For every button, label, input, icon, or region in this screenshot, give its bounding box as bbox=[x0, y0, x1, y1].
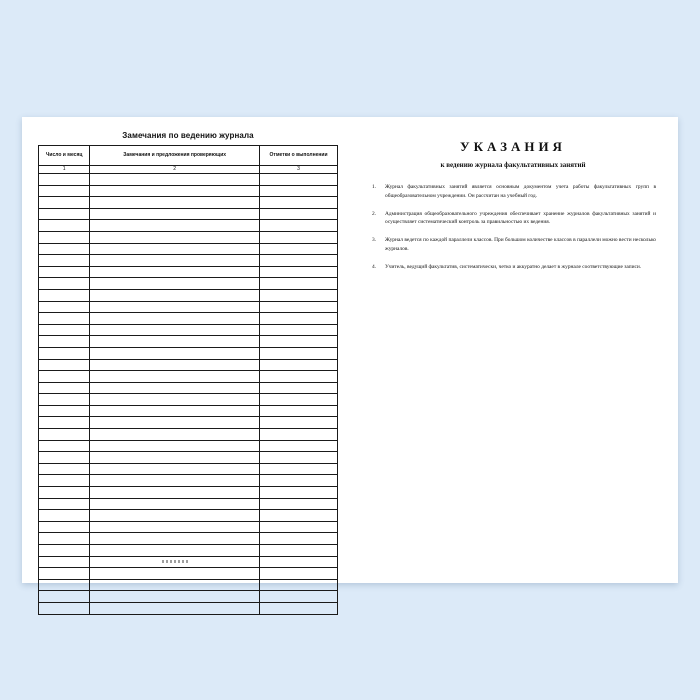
table-cell-completion bbox=[260, 174, 338, 186]
table-row bbox=[39, 475, 338, 487]
table-cell-completion bbox=[260, 208, 338, 220]
table-cell-completion bbox=[260, 463, 338, 475]
table-cell-date bbox=[39, 498, 90, 510]
table-row bbox=[39, 440, 338, 452]
table-row bbox=[39, 255, 338, 267]
table-cell-completion bbox=[260, 382, 338, 394]
instruction-item bbox=[370, 263, 656, 272]
table-row bbox=[39, 371, 338, 383]
table-cell-date bbox=[39, 568, 90, 580]
instruction-text: Администрация общеобразовательного учреждения обеспечивает хранение журналов факультативных занятий и осуществляет систематический контроль за правильностью их ведения. bbox=[385, 210, 656, 226]
table-cell-completion bbox=[260, 405, 338, 417]
column-number-2: 2 bbox=[90, 166, 260, 174]
table-cell-remarks bbox=[90, 533, 260, 545]
table-cell-date bbox=[39, 533, 90, 545]
table-cell-remarks bbox=[90, 405, 260, 417]
table-cell-completion bbox=[260, 417, 338, 429]
instruction-text: Журнал факультативных занятий является основным документом учета работы факультативных групп в общеобразовательном учреждении. Он рассчитан на учебный год. bbox=[385, 184, 656, 199]
column-header-remarks: Замечания и предложения проверяющих bbox=[90, 146, 260, 166]
table-row bbox=[39, 498, 338, 510]
table-cell-date bbox=[39, 174, 90, 186]
table-cell-remarks bbox=[90, 197, 260, 209]
table-cell-date bbox=[39, 602, 90, 614]
table-cell-completion bbox=[260, 313, 338, 325]
table-row bbox=[39, 301, 338, 313]
table-row bbox=[39, 487, 338, 499]
table-row bbox=[39, 289, 338, 301]
table-cell-completion bbox=[260, 602, 338, 614]
table-cell-remarks bbox=[90, 487, 260, 499]
table-cell-completion bbox=[260, 255, 338, 267]
instruction-text: Журнал ведется по каждой параллели классов. При большом количестве классов в параллели можно вести несколько журналов. bbox=[385, 237, 656, 252]
table-cell-completion bbox=[260, 301, 338, 313]
column-number-1: 1 bbox=[39, 166, 90, 174]
column-number-3: 3 bbox=[260, 166, 338, 174]
table-cell-completion bbox=[260, 289, 338, 301]
table-cell-date bbox=[39, 579, 90, 591]
table-cell-completion bbox=[260, 475, 338, 487]
table-cell-remarks bbox=[90, 243, 260, 255]
table-cell-date bbox=[39, 220, 90, 232]
remarks-table-body bbox=[39, 174, 338, 615]
table-row bbox=[39, 266, 338, 278]
instruction-text: Учитель, ведущий факультатив, систематически, четко и аккуратно делает в журнале соответствующие записи. bbox=[385, 263, 642, 270]
table-cell-completion bbox=[260, 579, 338, 591]
table-cell-remarks bbox=[90, 417, 260, 429]
instruction-number: 4. bbox=[372, 263, 377, 270]
table-cell-remarks bbox=[90, 568, 260, 580]
table-cell-date bbox=[39, 278, 90, 290]
instructions-title: УКАЗАНИЯ bbox=[460, 139, 566, 154]
table-cell-remarks bbox=[90, 545, 260, 557]
table-cell-remarks bbox=[90, 475, 260, 487]
table-cell-remarks bbox=[90, 591, 260, 603]
table-cell-date bbox=[39, 394, 90, 406]
table-row bbox=[39, 521, 338, 533]
table-cell-remarks bbox=[90, 382, 260, 394]
table-row bbox=[39, 313, 338, 325]
left-page-title: Замечания по ведению журнала bbox=[122, 131, 254, 140]
handwriting-mark bbox=[162, 560, 188, 563]
table-cell-date bbox=[39, 243, 90, 255]
table-row bbox=[39, 579, 338, 591]
table-cell-date bbox=[39, 324, 90, 336]
table-row bbox=[39, 510, 338, 522]
table-cell-remarks bbox=[90, 371, 260, 383]
table-row bbox=[39, 429, 338, 441]
table-cell-date bbox=[39, 185, 90, 197]
table-cell-date bbox=[39, 452, 90, 464]
table-cell-completion bbox=[260, 347, 338, 359]
table-cell-remarks bbox=[90, 255, 260, 267]
table-cell-completion bbox=[260, 371, 338, 383]
table-cell-remarks bbox=[90, 394, 260, 406]
table-cell-date bbox=[39, 487, 90, 499]
table-row bbox=[39, 336, 338, 348]
table-cell-remarks bbox=[90, 313, 260, 325]
table-row bbox=[39, 405, 338, 417]
column-header-date: Число и месяц bbox=[39, 146, 90, 166]
table-cell-date bbox=[39, 417, 90, 429]
table-row bbox=[39, 545, 338, 557]
table-cell-completion bbox=[260, 533, 338, 545]
table-cell-completion bbox=[260, 568, 338, 580]
table-cell-completion bbox=[260, 197, 338, 209]
table-cell-remarks bbox=[90, 498, 260, 510]
table-row bbox=[39, 591, 338, 603]
table-cell-date bbox=[39, 475, 90, 487]
instruction-item bbox=[370, 236, 656, 254]
table-cell-remarks bbox=[90, 359, 260, 371]
table-row bbox=[39, 174, 338, 186]
table-row bbox=[39, 197, 338, 209]
table-cell-remarks bbox=[90, 510, 260, 522]
table-cell-date bbox=[39, 591, 90, 603]
left-page bbox=[22, 117, 352, 583]
table-cell-completion bbox=[260, 266, 338, 278]
table-row bbox=[39, 220, 338, 232]
table-cell-completion bbox=[260, 545, 338, 557]
table-cell-completion bbox=[260, 336, 338, 348]
table-cell-completion bbox=[260, 185, 338, 197]
table-row bbox=[39, 278, 338, 290]
table-cell-date bbox=[39, 255, 90, 267]
instruction-number: 1. bbox=[372, 184, 377, 190]
table-row bbox=[39, 394, 338, 406]
table-cell-remarks bbox=[90, 452, 260, 464]
table-cell-completion bbox=[260, 429, 338, 441]
table-cell-date bbox=[39, 371, 90, 383]
remarks-table bbox=[38, 145, 338, 615]
table-cell-remarks bbox=[90, 347, 260, 359]
table-cell-completion bbox=[260, 591, 338, 603]
table-cell-date bbox=[39, 208, 90, 220]
remarks-table-head bbox=[39, 146, 338, 174]
table-cell-date bbox=[39, 463, 90, 475]
table-cell-completion bbox=[260, 556, 338, 568]
table-cell-remarks bbox=[90, 208, 260, 220]
table-cell-date bbox=[39, 336, 90, 348]
table-row bbox=[39, 568, 338, 580]
table-row bbox=[39, 417, 338, 429]
table-header-row bbox=[39, 146, 338, 166]
table-cell-date bbox=[39, 405, 90, 417]
table-cell-date bbox=[39, 231, 90, 243]
table-cell-completion bbox=[260, 220, 338, 232]
table-cell-remarks bbox=[90, 266, 260, 278]
table-cell-remarks bbox=[90, 220, 260, 232]
table-cell-remarks bbox=[90, 289, 260, 301]
right-page bbox=[352, 117, 678, 583]
table-cell-completion bbox=[260, 324, 338, 336]
column-header-completion: Отметки о выполнении bbox=[260, 146, 338, 166]
table-cell-remarks bbox=[90, 174, 260, 186]
table-cell-completion bbox=[260, 243, 338, 255]
table-cell-date bbox=[39, 266, 90, 278]
table-cell-date bbox=[39, 301, 90, 313]
table-cell-remarks bbox=[90, 231, 260, 243]
table-cell-completion bbox=[260, 510, 338, 522]
table-cell-date bbox=[39, 313, 90, 325]
table-row bbox=[39, 382, 338, 394]
table-cell-completion bbox=[260, 278, 338, 290]
table-cell-date bbox=[39, 347, 90, 359]
table-cell-completion bbox=[260, 487, 338, 499]
table-cell-remarks bbox=[90, 521, 260, 533]
instruction-item bbox=[370, 183, 656, 201]
table-cell-completion bbox=[260, 359, 338, 371]
table-cell-remarks bbox=[90, 429, 260, 441]
table-row bbox=[39, 602, 338, 614]
table-row bbox=[39, 556, 338, 568]
table-cell-date bbox=[39, 197, 90, 209]
table-row bbox=[39, 243, 338, 255]
table-row bbox=[39, 452, 338, 464]
table-cell-completion bbox=[260, 452, 338, 464]
table-cell-remarks bbox=[90, 278, 260, 290]
instruction-item bbox=[370, 210, 656, 228]
table-cell-date bbox=[39, 359, 90, 371]
table-cell-remarks bbox=[90, 324, 260, 336]
table-row bbox=[39, 231, 338, 243]
table-row bbox=[39, 324, 338, 336]
instruction-number: 3. bbox=[372, 237, 377, 243]
table-cell-remarks bbox=[90, 579, 260, 591]
table-cell-date bbox=[39, 289, 90, 301]
table-cell-completion bbox=[260, 498, 338, 510]
table-row bbox=[39, 347, 338, 359]
table-row bbox=[39, 185, 338, 197]
table-column-number-row bbox=[39, 166, 338, 174]
table-cell-remarks bbox=[90, 463, 260, 475]
table-cell-date bbox=[39, 556, 90, 568]
instruction-number: 2. bbox=[372, 210, 377, 217]
table-cell-remarks bbox=[90, 556, 260, 568]
book-spread bbox=[22, 117, 678, 583]
table-cell-date bbox=[39, 429, 90, 441]
table-cell-completion bbox=[260, 394, 338, 406]
table-cell-date bbox=[39, 521, 90, 533]
table-cell-remarks bbox=[90, 602, 260, 614]
table-cell-remarks bbox=[90, 440, 260, 452]
table-row bbox=[39, 359, 338, 371]
table-cell-remarks bbox=[90, 185, 260, 197]
table-cell-date bbox=[39, 440, 90, 452]
table-cell-remarks bbox=[90, 336, 260, 348]
table-row bbox=[39, 463, 338, 475]
table-cell-date bbox=[39, 382, 90, 394]
table-cell-remarks bbox=[90, 301, 260, 313]
table-row bbox=[39, 533, 338, 545]
table-cell-completion bbox=[260, 231, 338, 243]
table-cell-completion bbox=[260, 521, 338, 533]
table-cell-completion bbox=[260, 440, 338, 452]
instructions-subtitle: к ведению журнала факультативных занятий bbox=[440, 161, 586, 169]
table-cell-date bbox=[39, 545, 90, 557]
table-cell-date bbox=[39, 510, 90, 522]
table-row bbox=[39, 208, 338, 220]
instructions-list bbox=[370, 183, 656, 271]
